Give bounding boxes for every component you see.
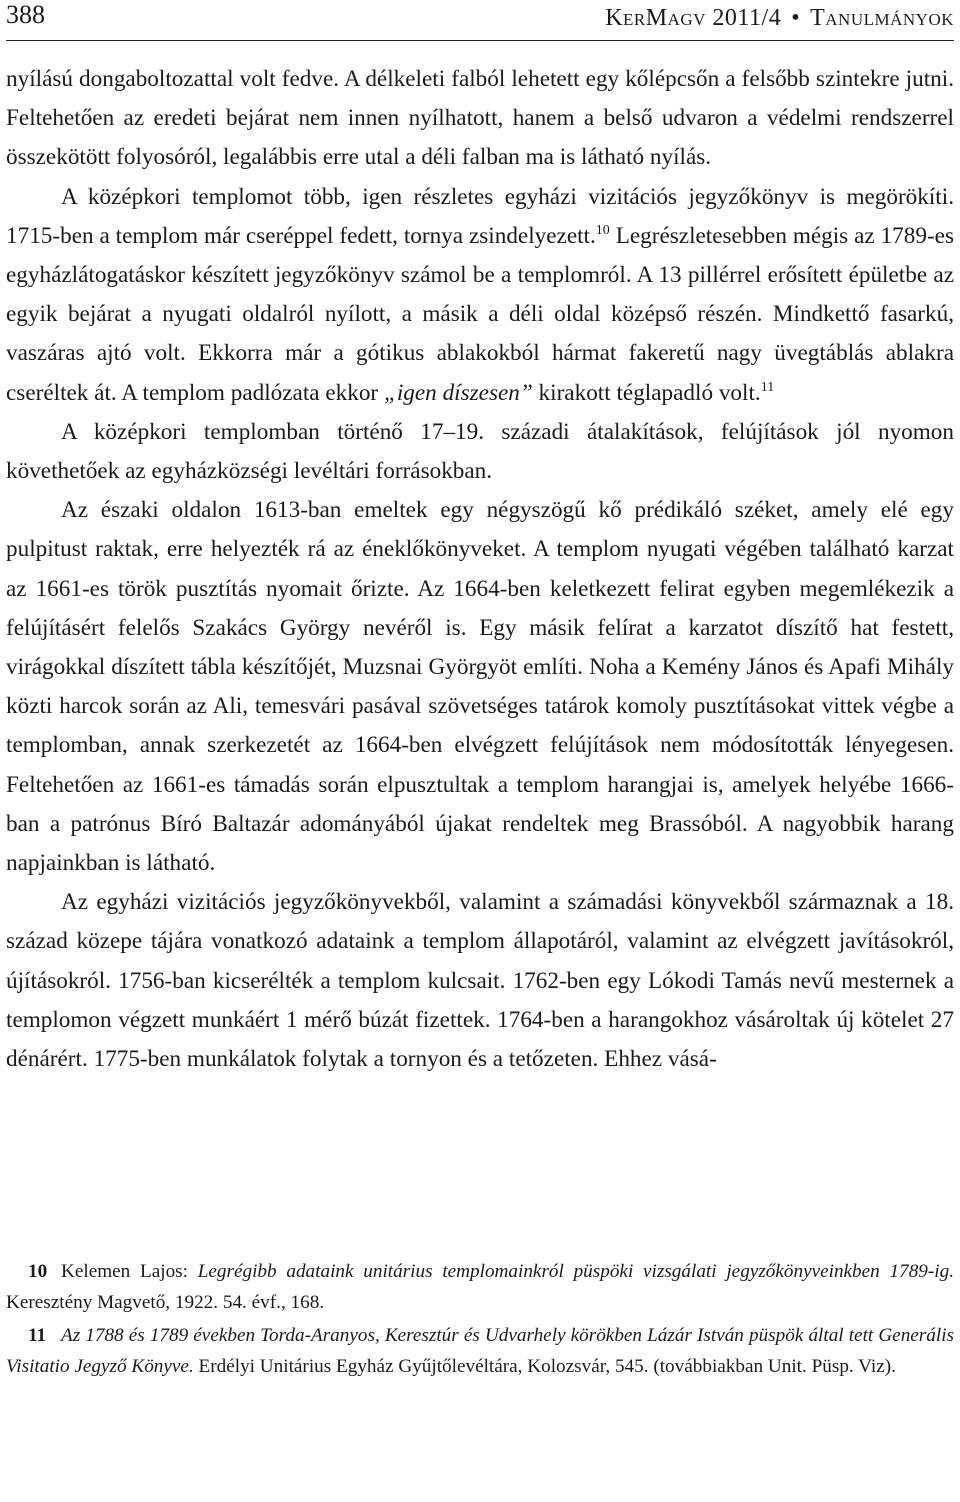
paragraph-2 bbox=[6, 178, 954, 413]
footnote-number: 11 bbox=[28, 1325, 47, 1346]
footnote-11 bbox=[6, 1320, 954, 1382]
footnotes bbox=[6, 1256, 954, 1382]
running-head bbox=[605, 6, 954, 30]
page-number: 388 bbox=[6, 0, 45, 29]
paragraph-1: nyílású dongaboltozattal volt fedve. A délkeleti falból lehetett egy kőlépcsőn a felsőbb szintekre jutni. Feltehetően az eredeti bejárat nem innen nyílhatott, hanem a belső udvaron a védelmi rendszerrel összekötött folyosóról, legalábbis erre utal a déli falban ma is látható nyílás. bbox=[6, 66, 954, 171]
footnote-number: 10 bbox=[28, 1261, 48, 1282]
footnote-source: Erdélyi Unitárius Egyház Gyűjtőlevéltára, Kolozsvár, 545. (továbbiakban Unit. Püsp. Viz). bbox=[193, 1356, 896, 1377]
footnote-title: Legrégibb adataink unitárius templomainkról püspöki vizsgálati jegyzőkönyveinkben 1789-ig. bbox=[197, 1261, 954, 1282]
footnote-ref-11[interactable]: 11 bbox=[760, 379, 775, 395]
footnote-10 bbox=[6, 1256, 954, 1318]
paragraph-2-text-c: kirakott téglapadló volt. bbox=[532, 379, 761, 406]
footnote-title: Az 1788 és 1789 években Torda-Aranyos, Keresztúr és Udvarhely körökben Lázár István püspök által tett Generális Visitatio Jegyző Könyve. bbox=[6, 1325, 954, 1377]
journal-title: KerMagv 2011/4 bbox=[605, 5, 782, 31]
paragraph-4: Az északi oldalon 1613-ban emeltek egy négyszögű kő prédikáló széket, amely elé egy pulpitust raktak, erre helyezték rá az éneklőkönyveket. A templom nyugati végében található karzat az 1661-es török pusztítás nyomait őrizte. Az 1664-ben keletkezett felirat egyben megemlékezik a felújításért felelős Szakács György nevéről is. Egy másik felírat a karzatot díszítő hat festett, virágokkal díszített tábla készítőjét, Muzsnai Györgyöt említi. Noha a Kemény János és Apafi Mihály közti harcok során az Ali, temesvári pasával szövetséges tatárok komoly pusztításokat vittek végbe a templomban, annak szerkezetét az 1664-ben elvégzett felújítások nem módosították lényegesen. Feltehetően az 1661-es támadás során elpusztultak a templom harangjai is, amelyek helyébe 1666-ban a patrónus Bíró Baltazár adományából újakat rendeltek meg Brassóból. A nagyobbik harang napjainkban is látható. bbox=[6, 497, 954, 877]
footnote-ref-10[interactable]: 10 bbox=[595, 222, 610, 238]
paragraph-3: A középkori templomban történő 17–19. századi átalakítások, felújítások jól nyomon követhetőek az egyházközségi levéltári forrásokban. bbox=[6, 418, 954, 485]
paragraph-5: Az egyházi vizitációs jegyzőkönyvekből, valamint a számadási könyvekből származnak a 18. század közepe tájára vonatkozó adataink a templom állapotáról, valamint az elvégzett javításokról, újításokról. 1756-ban kicserélték a templom kulcsait. 1762-ben egy Lókodi Tamás nevű mesternek a templomon végzett munkáért 1 mérő búzát fizettek. 1764-ben a harangokhoz vásároltak új kötelet 27 dénárért. 1775-ben munkálatok folytak a tornyon és a tetőzeten. Ehhez vásá- bbox=[6, 889, 954, 1073]
article-body bbox=[6, 60, 954, 1079]
header-rule bbox=[6, 40, 954, 41]
section-title: Tanulmányok bbox=[810, 5, 954, 31]
quoted-phrase: „igen díszesen” bbox=[383, 379, 533, 406]
paragraph-2-text-a: A középkori templomot több, igen részletes egyházi vizitációs jegyzőkönyv is megörökíti. 1715-ben a templom már cseréppel fedett, tornya zsindelyezett. bbox=[6, 183, 954, 249]
footnote-source: Keresztény Magvető, 1922. 54. évf., 168. bbox=[6, 1292, 325, 1313]
paragraph-2-text-b: Legrészletesebben mégis az 1789-es egyházlátogatáskor készített jegyzőkönyv számol be a templomról. A 13 pillérrel erősített épületbe az egyik bejárat a nyugati oldalról nyílott, a másik a déli oldal középső részén. Mindkettő fasarkú, vaszáras ajtó volt. Ekkorra már a gótikus ablakokból hármat fakeretű nagy üvegtáblás ablakra cseréltek át. A templom padlózata ekkor bbox=[6, 222, 954, 406]
running-header bbox=[6, 0, 954, 40]
bullet-separator: • bbox=[791, 5, 801, 31]
footnote-area bbox=[6, 1256, 954, 1382]
footnote-author: Kelemen Lajos: bbox=[61, 1261, 198, 1282]
